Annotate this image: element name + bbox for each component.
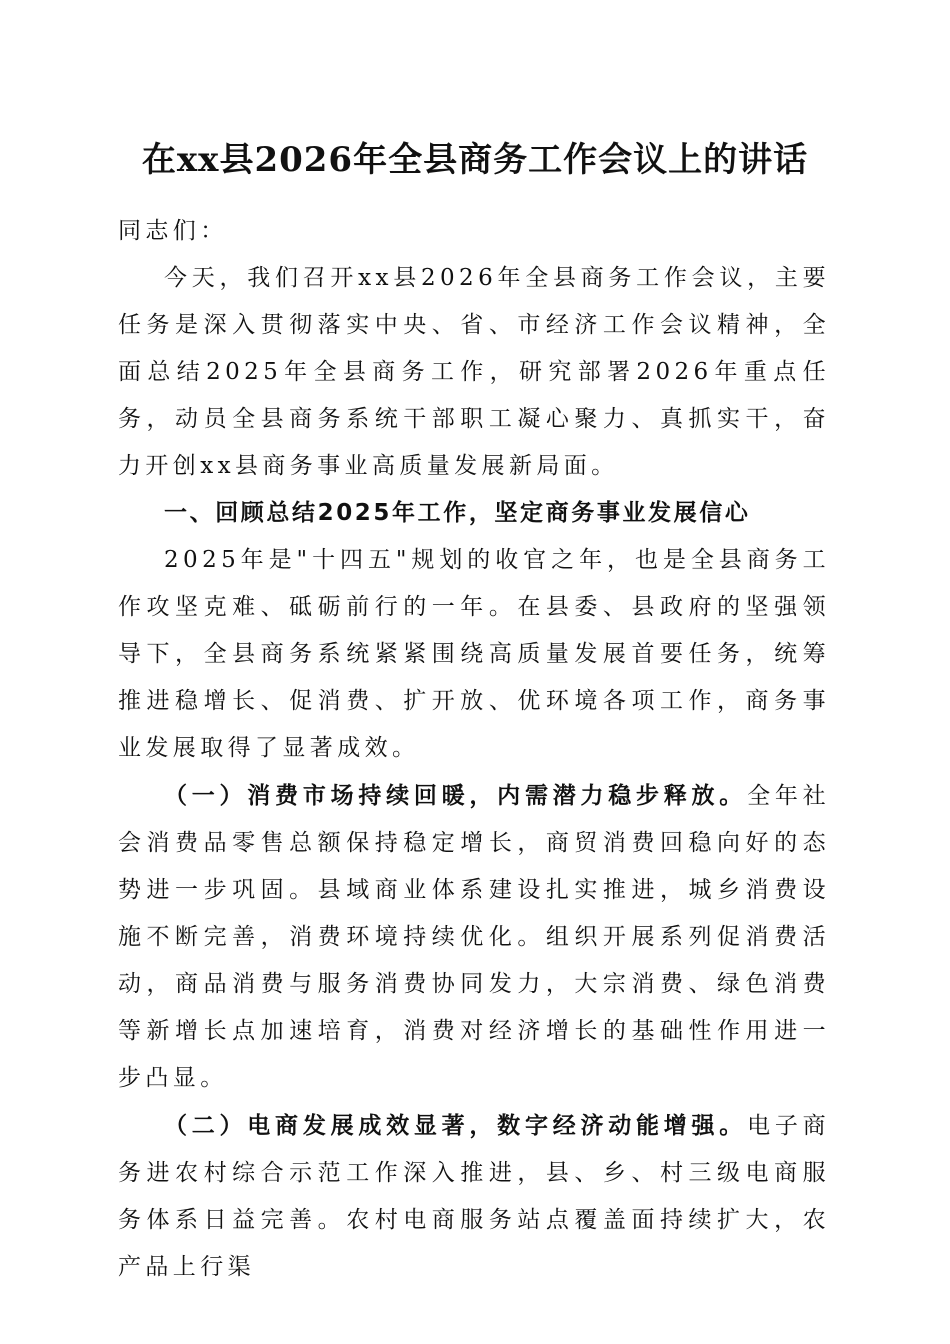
- section-heading-1: 一、回顾总结2025年工作，坚定商务事业发展信心: [164, 500, 751, 526]
- item-1-lead: （一）消费市场持续回暖，内需潜力稳步释放。: [164, 782, 748, 809]
- item-2-text: 电子商务进农村综合示范工作深入推进，县、乡、村三级电商服务体系日益完善。农村电商服务站点覆盖面持续扩大，农产品上行渠: [118, 1113, 830, 1280]
- item-2-paragraph: [118, 1102, 830, 1291]
- item-1-paragraph: [118, 772, 830, 1102]
- document-title: 在xx县2026年全县商务工作会议上的讲话: [141, 140, 809, 180]
- document-body: [118, 208, 830, 1291]
- item-1-text: 全年社会消费品零售总额保持稳定增长，商贸消费回稳向好的态势进一步巩固。县域商业体系建设扎实推进，城乡消费设施不断完善，消费环境持续优化。组织开展系列促消费活动，商品消费与服务消费协同发力，大宗消费、绿色消费等新增长点加速培育，消费对经济增长的基础性作用进一步凸显。: [118, 783, 830, 1091]
- salutation: 同志们：: [118, 218, 228, 244]
- section-1-paragraph: 2025年是"十四五"规划的收官之年，也是全县商务工作攻坚克难、砥砺前行的一年。在县委、县政府的坚强领导下，全县商务系统紧紧围绕高质量发展首要任务，统筹推进稳增长、促消费、扩开放、优环境各项工作，商务事业发展取得了显著成效。: [118, 547, 830, 761]
- item-2-lead: （二）电商发展成效显著，数字经济动能增强。: [164, 1112, 748, 1139]
- intro-paragraph: 今天，我们召开xx县2026年全县商务工作会议，主要任务是深入贯彻落实中央、省、市经济工作会议精神，全面总结2025年全县商务工作，研究部署2026年重点任务，动员全县商务系统干部职工凝心聚力、真抓实干，奋力开创xx县商务事业高质量发展新局面。: [118, 265, 830, 479]
